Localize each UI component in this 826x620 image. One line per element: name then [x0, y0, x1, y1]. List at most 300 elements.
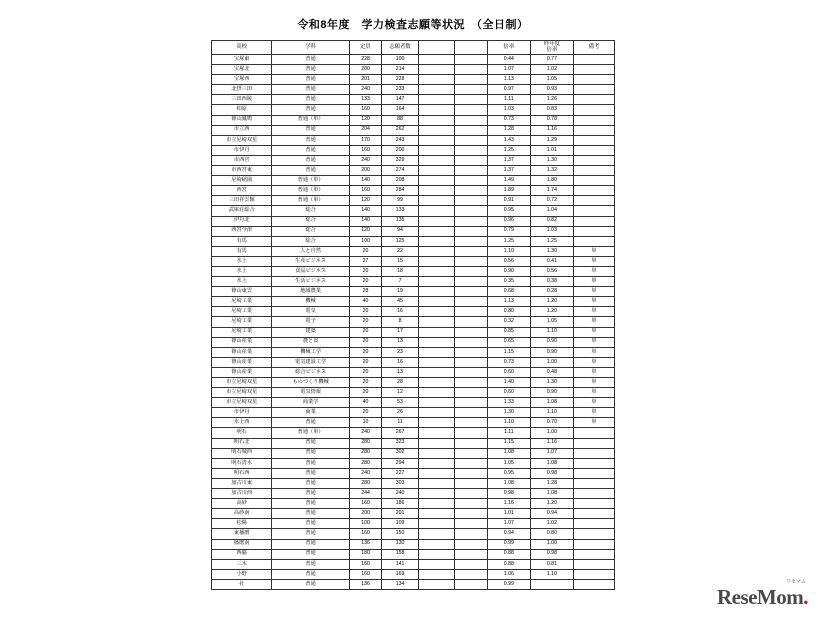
- cell-course: 普通: [272, 55, 350, 65]
- table-row: [212, 125, 615, 135]
- cell-previous-rate: 1.10: [530, 327, 573, 337]
- cell-previous-rate: 1.02: [530, 65, 573, 75]
- cell-applicants: 329: [382, 155, 419, 165]
- cell-blank-2: [455, 378, 487, 388]
- cell-capacity: 200: [349, 166, 381, 176]
- cell-blank-1: [418, 468, 455, 478]
- table-row: [212, 448, 615, 458]
- table-row: [212, 75, 615, 85]
- cell-blank-2: [455, 95, 487, 105]
- cell-previous-rate: 1.00: [530, 539, 573, 549]
- cell-course: 機械: [272, 297, 350, 307]
- cell-rate: 0.73: [487, 357, 530, 367]
- cell-course: 普通: [272, 448, 350, 458]
- cell-capacity: 20: [349, 327, 381, 337]
- column-header-blank-2: [455, 41, 487, 55]
- cell-capacity: 40: [349, 297, 381, 307]
- cell-blank-1: [418, 206, 455, 216]
- cell-rate: 0.88: [487, 559, 530, 569]
- cell-blank-2: [455, 458, 487, 468]
- cell-capacity: 140: [349, 176, 381, 186]
- cell-notes: 単: [573, 246, 614, 256]
- cell-rate: 1.06: [487, 569, 530, 579]
- table-row: [212, 216, 615, 226]
- cell-course: 普通: [272, 75, 350, 85]
- cell-school: 柏原: [212, 105, 272, 115]
- cell-applicants: 130: [382, 539, 419, 549]
- cell-rate: 0.73: [487, 115, 530, 125]
- cell-previous-rate: 1.08: [530, 489, 573, 499]
- cell-course: 普通: [272, 105, 350, 115]
- cell-course: 普通: [272, 468, 350, 478]
- cell-previous-rate: 1.04: [530, 206, 573, 216]
- cell-school: 氷上: [212, 256, 272, 266]
- cell-course: 普通: [272, 559, 350, 569]
- cell-previous-rate: 1.08: [530, 398, 573, 408]
- cell-blank-2: [455, 307, 487, 317]
- cell-notes: [573, 155, 614, 165]
- cell-previous-rate: 1.01: [530, 145, 573, 155]
- cell-notes: [573, 55, 614, 65]
- table-body: [212, 55, 615, 590]
- cell-school: 市伊丹: [212, 408, 272, 418]
- cell-capacity: 140: [349, 206, 381, 216]
- cell-previous-rate: 0.90: [530, 337, 573, 347]
- cell-applicants: 208: [382, 176, 419, 186]
- cell-previous-rate: 1.74: [530, 186, 573, 196]
- cell-blank-2: [455, 206, 487, 216]
- column-header-rate: 倍率: [487, 41, 530, 55]
- table-header: [212, 41, 615, 55]
- cell-applicants: 135: [382, 216, 419, 226]
- cell-capacity: 204: [349, 125, 381, 135]
- cell-blank-1: [418, 176, 455, 186]
- table-row: [212, 559, 615, 569]
- cell-course: 普通: [272, 539, 350, 549]
- table-row: [212, 468, 615, 478]
- cell-capacity: 280: [349, 438, 381, 448]
- cell-capacity: 280: [349, 478, 381, 488]
- cell-rate: 1.03: [487, 105, 530, 115]
- cell-applicants: 164: [382, 105, 419, 115]
- cell-notes: [573, 236, 614, 246]
- table-container: [211, 40, 615, 590]
- cell-applicants: 16: [382, 357, 419, 367]
- cell-rate: 0.98: [487, 489, 530, 499]
- cell-blank-2: [455, 579, 487, 589]
- cell-capacity: 240: [349, 468, 381, 478]
- cell-notes: 単: [573, 378, 614, 388]
- table-row: [212, 388, 615, 398]
- cell-blank-1: [418, 186, 455, 196]
- cell-capacity: 20: [349, 388, 381, 398]
- cell-blank-2: [455, 287, 487, 297]
- cell-school: 加古川東: [212, 478, 272, 488]
- cell-previous-rate: 0.78: [530, 115, 573, 125]
- cell-capacity: 10: [349, 418, 381, 428]
- table-row: [212, 55, 615, 65]
- cell-blank-1: [418, 438, 455, 448]
- cell-capacity: 20: [349, 408, 381, 418]
- table-row: [212, 166, 615, 176]
- cell-blank-1: [418, 246, 455, 256]
- cell-course: 電気情報: [272, 388, 350, 398]
- cell-school: 三木: [212, 559, 272, 569]
- cell-capacity: 120: [349, 226, 381, 236]
- cell-applicants: 15: [382, 256, 419, 266]
- cell-previous-rate: 1.00: [530, 357, 573, 367]
- cell-notes: [573, 499, 614, 509]
- cell-notes: [573, 145, 614, 155]
- cell-rate: 0.44: [487, 55, 530, 65]
- cell-blank-2: [455, 509, 487, 519]
- cell-notes: 単: [573, 277, 614, 287]
- cell-notes: [573, 186, 614, 196]
- cell-school: 篠山産業: [212, 347, 272, 357]
- cell-blank-2: [455, 428, 487, 438]
- cell-rate: 0.60: [487, 367, 530, 377]
- cell-school: 宝塚西: [212, 75, 272, 85]
- cell-previous-rate: 0.90: [530, 347, 573, 357]
- cell-rate: 1.07: [487, 519, 530, 529]
- table-row: [212, 367, 615, 377]
- cell-school: 市立尼崎双星: [212, 398, 272, 408]
- cell-blank-1: [418, 317, 455, 327]
- cell-rate: 0.68: [487, 287, 530, 297]
- cell-applicants: 99: [382, 196, 419, 206]
- cell-notes: 単: [573, 327, 614, 337]
- cell-school: 有馬: [212, 236, 272, 246]
- cell-blank-1: [418, 145, 455, 155]
- cell-applicants: 141: [382, 559, 419, 569]
- table-row: [212, 539, 615, 549]
- cell-school: 小野: [212, 569, 272, 579]
- cell-rate: 0.65: [487, 337, 530, 347]
- cell-applicants: 267: [382, 428, 419, 438]
- cell-blank-2: [455, 266, 487, 276]
- cell-rate: 1.13: [487, 75, 530, 85]
- cell-capacity: 200: [349, 65, 381, 75]
- cell-rate: 0.88: [487, 549, 530, 559]
- cell-blank-2: [455, 408, 487, 418]
- cell-blank-2: [455, 489, 487, 499]
- cell-applicants: 150: [382, 529, 419, 539]
- table-row: [212, 105, 615, 115]
- cell-course: 普通: [272, 418, 350, 428]
- cell-course: 普通（単）: [272, 186, 350, 196]
- cell-previous-rate: 0.41: [530, 256, 573, 266]
- column-header-applicants: 志願者数: [382, 41, 419, 55]
- cell-blank-1: [418, 105, 455, 115]
- cell-course: 普通: [272, 458, 350, 468]
- cell-school: 西宮今津: [212, 226, 272, 236]
- table-row: [212, 65, 615, 75]
- cell-previous-rate: 0.77: [530, 55, 573, 65]
- column-header-previous-rate-line2: 倍率: [546, 46, 558, 53]
- cell-blank-1: [418, 448, 455, 458]
- cell-capacity: 120: [349, 196, 381, 206]
- cell-rate: 1.08: [487, 478, 530, 488]
- table-row: [212, 196, 615, 206]
- cell-notes: 単: [573, 367, 614, 377]
- cell-blank-1: [418, 408, 455, 418]
- cell-capacity: 27: [349, 256, 381, 266]
- cell-previous-rate: 1.32: [530, 166, 573, 176]
- cell-notes: [573, 458, 614, 468]
- cell-blank-2: [455, 327, 487, 337]
- cell-notes: [573, 579, 614, 589]
- cell-applicants: 8: [382, 317, 419, 327]
- cell-rate: 1.25: [487, 236, 530, 246]
- cell-blank-2: [455, 196, 487, 206]
- cell-notes: [573, 468, 614, 478]
- cell-applicants: 169: [382, 569, 419, 579]
- cell-blank-1: [418, 55, 455, 65]
- cell-school: 尼崎工業: [212, 327, 272, 337]
- table-row: [212, 95, 615, 105]
- cell-blank-2: [455, 75, 487, 85]
- cell-applicants: 303: [382, 478, 419, 488]
- cell-capacity: 100: [349, 519, 381, 529]
- cell-blank-2: [455, 539, 487, 549]
- cell-applicants: 284: [382, 186, 419, 196]
- cell-blank-1: [418, 579, 455, 589]
- cell-previous-rate: 1.29: [530, 135, 573, 145]
- cell-notes: [573, 569, 614, 579]
- table-row: [212, 529, 615, 539]
- table-row: [212, 266, 615, 276]
- cell-course: 普通: [272, 529, 350, 539]
- cell-course: 普通: [272, 438, 350, 448]
- cell-previous-rate: 0.80: [530, 529, 573, 539]
- cell-course: 普通: [272, 135, 350, 145]
- cell-school: 西宮: [212, 186, 272, 196]
- cell-rate: 1.43: [487, 135, 530, 145]
- cell-blank-2: [455, 115, 487, 125]
- cell-capacity: 20: [349, 317, 381, 327]
- table-row: [212, 438, 615, 448]
- cell-school: 高砂南: [212, 509, 272, 519]
- cell-capacity: 160: [349, 559, 381, 569]
- cell-applicants: 12: [382, 388, 419, 398]
- cell-blank-2: [455, 317, 487, 327]
- cell-school: 武庫荘総合: [212, 206, 272, 216]
- cell-notes: [573, 438, 614, 448]
- table-row: [212, 418, 615, 428]
- cell-capacity: 20: [349, 277, 381, 287]
- cell-rate: 1.16: [487, 499, 530, 509]
- cell-course: 普通: [272, 125, 350, 135]
- cell-course: 総合: [272, 206, 350, 216]
- cell-notes: [573, 176, 614, 186]
- cell-capacity: 20: [349, 307, 381, 317]
- cell-blank-1: [418, 236, 455, 246]
- cell-course: ものづくり機械: [272, 378, 350, 388]
- cell-school: 氷上: [212, 277, 272, 287]
- cell-blank-2: [455, 468, 487, 478]
- cell-capacity: 120: [349, 115, 381, 125]
- cell-rate: 1.25: [487, 145, 530, 155]
- cell-blank-1: [418, 559, 455, 569]
- watermark-dot: .: [803, 585, 808, 609]
- cell-applicants: 94: [382, 226, 419, 236]
- cell-course: 普通: [272, 145, 350, 155]
- column-header-previous-rate-line1: 昨年度: [543, 40, 561, 47]
- cell-school: 篠山産業: [212, 357, 272, 367]
- cell-blank-1: [418, 327, 455, 337]
- watermark: [716, 579, 808, 610]
- cell-notes: [573, 539, 614, 549]
- cell-applicants: 228: [382, 75, 419, 85]
- cell-rate: 1.28: [487, 125, 530, 135]
- table-row: [212, 519, 615, 529]
- cell-capacity: 160: [349, 499, 381, 509]
- table-row: [212, 549, 615, 559]
- cell-blank-2: [455, 559, 487, 569]
- cell-previous-rate: 1.03: [530, 226, 573, 236]
- cell-previous-rate: 1.30: [530, 155, 573, 165]
- table-row: [212, 176, 615, 186]
- cell-school: 加古川西: [212, 489, 272, 499]
- cell-applicants: 186: [382, 499, 419, 509]
- cell-blank-1: [418, 266, 455, 276]
- cell-blank-2: [455, 519, 487, 529]
- cell-previous-rate: 1.80: [530, 176, 573, 186]
- cell-previous-rate: 1.07: [530, 448, 573, 458]
- cell-previous-rate: 0.70: [530, 418, 573, 428]
- table-row: [212, 428, 615, 438]
- column-header-blank-1: [418, 41, 455, 55]
- cell-course: 地域農業: [272, 287, 350, 297]
- cell-blank-2: [455, 297, 487, 307]
- cell-rate: 1.11: [487, 428, 530, 438]
- table-row: [212, 145, 615, 155]
- cell-previous-rate: 0.56: [530, 266, 573, 276]
- table-row: [212, 135, 615, 145]
- cell-blank-2: [455, 125, 487, 135]
- cell-capacity: 280: [349, 458, 381, 468]
- cell-course: 電気建設工学: [272, 357, 350, 367]
- cell-blank-2: [455, 438, 487, 448]
- cell-previous-rate: 0.98: [530, 549, 573, 559]
- cell-capacity: 40: [349, 398, 381, 408]
- cell-school: 高砂: [212, 499, 272, 509]
- column-header-capacity: 定員: [349, 41, 381, 55]
- cell-capacity: 20: [349, 246, 381, 256]
- cell-previous-rate: 1.10: [530, 569, 573, 579]
- cell-rate: 1.13: [487, 297, 530, 307]
- cell-school: 明石西: [212, 468, 272, 478]
- cell-blank-1: [418, 155, 455, 165]
- cell-school: 篠山産業: [212, 337, 272, 347]
- cell-blank-1: [418, 277, 455, 287]
- cell-blank-1: [418, 85, 455, 95]
- cell-school: 市立尼崎双星: [212, 378, 272, 388]
- cell-rate: 0.95: [487, 206, 530, 216]
- cell-blank-2: [455, 418, 487, 428]
- table-row: [212, 327, 615, 337]
- cell-blank-1: [418, 337, 455, 347]
- cell-capacity: 228: [349, 55, 381, 65]
- cell-notes: 単: [573, 297, 614, 307]
- cell-capacity: 160: [349, 186, 381, 196]
- cell-notes: [573, 196, 614, 206]
- cell-school: 尼崎工業: [212, 297, 272, 307]
- table-row: [212, 236, 615, 246]
- table-row: [212, 155, 615, 165]
- cell-applicants: 7: [382, 277, 419, 287]
- cell-capacity: 20: [349, 337, 381, 347]
- cell-rate: 1.07: [487, 65, 530, 75]
- table-row: [212, 246, 615, 256]
- cell-notes: [573, 135, 614, 145]
- cell-notes: [573, 65, 614, 75]
- cell-rate: 1.37: [487, 155, 530, 165]
- cell-school: 宝塚東: [212, 55, 272, 65]
- cell-blank-1: [418, 135, 455, 145]
- cell-blank-1: [418, 458, 455, 468]
- cell-applicants: 28: [382, 378, 419, 388]
- cell-blank-2: [455, 388, 487, 398]
- cell-blank-1: [418, 529, 455, 539]
- cell-school: 社: [212, 579, 272, 589]
- table-row: [212, 347, 615, 357]
- cell-course: 普通: [272, 166, 350, 176]
- column-header-previous-rate: [530, 41, 573, 55]
- cell-notes: 単: [573, 307, 614, 317]
- cell-notes: [573, 448, 614, 458]
- table-row: [212, 186, 615, 196]
- cell-school: 市立西: [212, 125, 272, 135]
- cell-course: 生産ビジネス: [272, 256, 350, 266]
- cell-rate: 1.15: [487, 438, 530, 448]
- table-row: [212, 499, 615, 509]
- cell-rate: 0.90: [487, 266, 530, 276]
- cell-notes: [573, 216, 614, 226]
- cell-blank-2: [455, 256, 487, 266]
- cell-blank-1: [418, 65, 455, 75]
- cell-course: 普通（単）: [272, 196, 350, 206]
- cell-blank-1: [418, 75, 455, 85]
- cell-capacity: 136: [349, 539, 381, 549]
- cell-rate: 0.80: [487, 307, 530, 317]
- cell-notes: 単: [573, 398, 614, 408]
- cell-course: 機械工学: [272, 347, 350, 357]
- cell-school: 市立尼崎双星: [212, 135, 272, 145]
- cell-course: 総合: [272, 226, 350, 236]
- cell-blank-2: [455, 105, 487, 115]
- cell-rate: 1.15: [487, 347, 530, 357]
- cell-course: 農と食: [272, 337, 350, 347]
- cell-rate: 0.99: [487, 539, 530, 549]
- cell-notes: 単: [573, 347, 614, 357]
- table-row: [212, 337, 615, 347]
- cell-blank-1: [418, 509, 455, 519]
- cell-course: 普通: [272, 549, 350, 559]
- cell-blank-2: [455, 155, 487, 165]
- cell-blank-1: [418, 549, 455, 559]
- cell-course: 普通（単）: [272, 428, 350, 438]
- cell-applicants: 16: [382, 307, 419, 317]
- cell-previous-rate: 1.05: [530, 75, 573, 85]
- cell-previous-rate: [530, 579, 573, 589]
- cell-course: 電気: [272, 307, 350, 317]
- cell-notes: 単: [573, 388, 614, 398]
- cell-blank-1: [418, 297, 455, 307]
- cell-course: 普通: [272, 489, 350, 499]
- cell-capacity: 201: [349, 75, 381, 85]
- cell-notes: 単: [573, 357, 614, 367]
